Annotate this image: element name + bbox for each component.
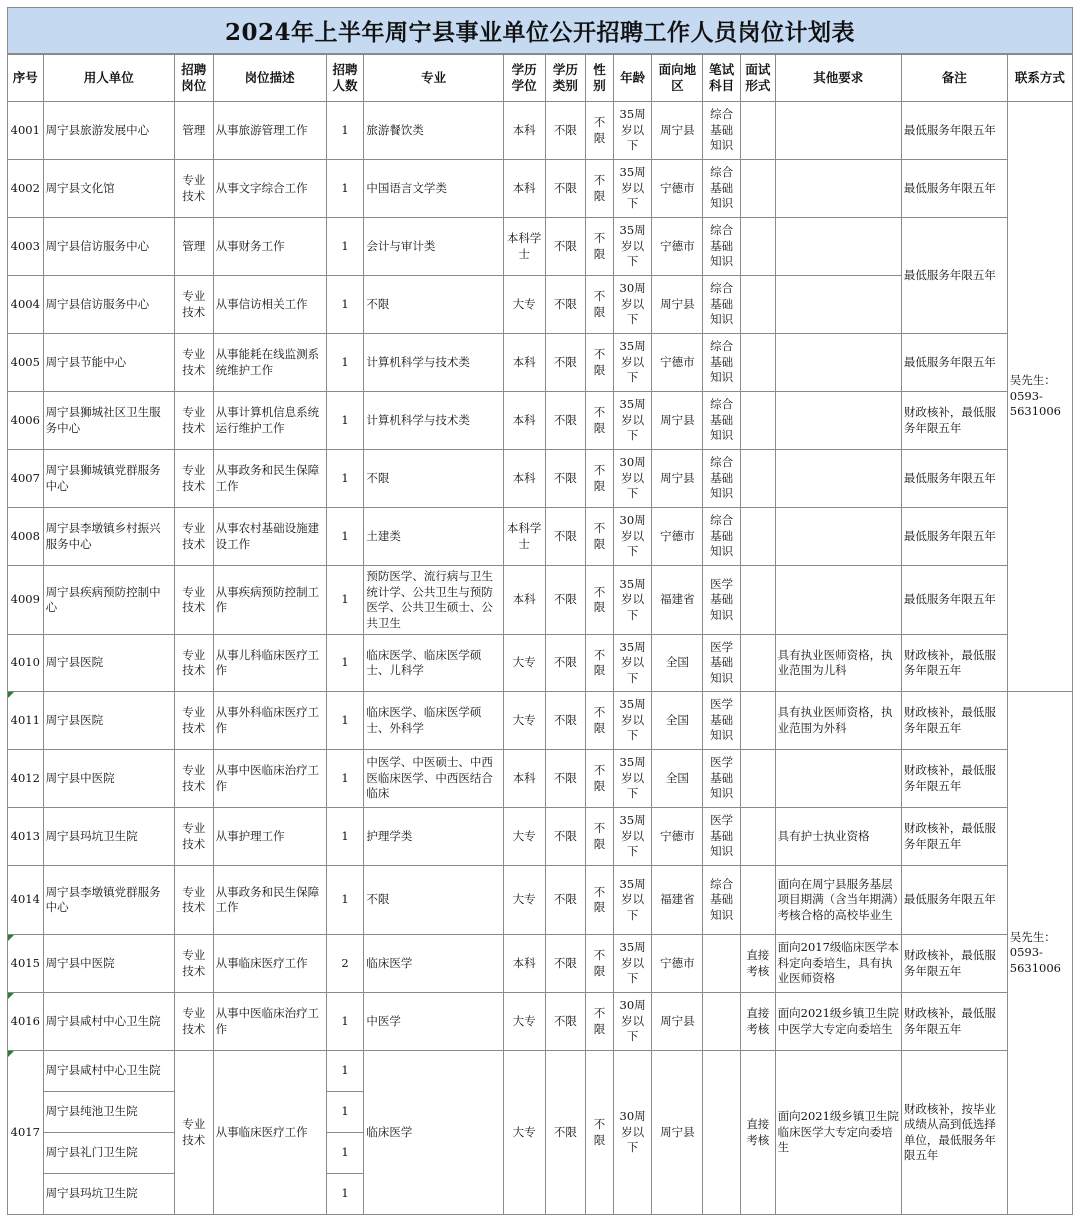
cell-edu-type: 不限 bbox=[545, 808, 586, 866]
cell-note: 财政核补，最低服务年限五年 bbox=[901, 635, 1007, 692]
cell-major: 计算机科学与技术类 bbox=[364, 334, 503, 392]
cell-note: 财政核补，最低服务年限五年 bbox=[901, 808, 1007, 866]
cell-post-type: 专业技术 bbox=[174, 160, 213, 218]
cell-post-type: 专业技术 bbox=[174, 866, 213, 935]
cell-count: 1 bbox=[326, 276, 364, 334]
cell-age: 35周岁以下 bbox=[613, 566, 652, 635]
cell-post-type: 专业技术 bbox=[174, 935, 213, 993]
cell-major: 会计与审计类 bbox=[364, 218, 503, 276]
cell-post-type: 专业技术 bbox=[174, 1051, 213, 1215]
cell-age: 35周岁以下 bbox=[613, 334, 652, 392]
cell-age: 30周岁以下 bbox=[613, 508, 652, 566]
cell-employer: 周宁县节能中心 bbox=[43, 334, 174, 392]
cell-interview bbox=[741, 750, 776, 808]
cell-area: 全国 bbox=[652, 692, 703, 750]
cell-desc: 从事外科临床医疗工作 bbox=[213, 692, 326, 750]
cell-degree: 大专 bbox=[503, 1051, 545, 1215]
cell-count: 1 bbox=[326, 808, 364, 866]
cell-major: 不限 bbox=[364, 276, 503, 334]
cell-seq: 4003 bbox=[8, 218, 44, 276]
contact-cell-bottom: 吴先生：0593-5631006 bbox=[1007, 692, 1072, 1215]
cell-seq: 4008 bbox=[8, 508, 44, 566]
table-row bbox=[8, 750, 1073, 808]
cell-edu-type: 不限 bbox=[545, 1051, 586, 1215]
cell-employer: 周宁县咸村中心卫生院 bbox=[43, 1051, 174, 1092]
cell-count: 1 bbox=[326, 450, 364, 508]
cell-other bbox=[775, 102, 901, 160]
cell-count: 1 bbox=[326, 102, 364, 160]
cell-post-type: 专业技术 bbox=[174, 276, 213, 334]
cell-gender: 不限 bbox=[586, 450, 613, 508]
table-row bbox=[8, 1051, 1073, 1092]
recruitment-sheet bbox=[7, 7, 1073, 1215]
cell-count: 1 bbox=[326, 1133, 364, 1174]
cell-gender: 不限 bbox=[586, 750, 613, 808]
table-row bbox=[8, 160, 1073, 218]
cell-interview: 直接考核 bbox=[741, 935, 776, 993]
cell-seq: 4001 bbox=[8, 102, 44, 160]
cell-post-type: 专业技术 bbox=[174, 993, 213, 1051]
header-edu-type: 学历类别 bbox=[545, 55, 586, 102]
cell-post-type: 管理 bbox=[174, 218, 213, 276]
cell-desc: 从事临床医疗工作 bbox=[213, 935, 326, 993]
cell-post-type: 专业技术 bbox=[174, 692, 213, 750]
cell-age: 35周岁以下 bbox=[613, 935, 652, 993]
header-age: 年龄 bbox=[613, 55, 652, 102]
cell-other bbox=[775, 276, 901, 334]
header-employer: 用人单位 bbox=[43, 55, 174, 102]
cell-edu-type: 不限 bbox=[545, 692, 586, 750]
header-post-type: 招聘岗位 bbox=[174, 55, 213, 102]
cell-other bbox=[775, 750, 901, 808]
cell-edu-type: 不限 bbox=[545, 566, 586, 635]
cell-degree: 大专 bbox=[503, 635, 545, 692]
cell-major: 预防医学、流行病与卫生统计学、公共卫生与预防医学、公共卫生硕士、公共卫生 bbox=[364, 566, 503, 635]
cell-written: 综合基础知识 bbox=[703, 450, 741, 508]
cell-written: 综合基础知识 bbox=[703, 334, 741, 392]
cell-area: 周宁县 bbox=[652, 993, 703, 1051]
cell-other bbox=[775, 508, 901, 566]
cell-edu-type: 不限 bbox=[545, 508, 586, 566]
cell-employer: 周宁县中医院 bbox=[43, 750, 174, 808]
cell-desc: 从事政务和民生保障工作 bbox=[213, 450, 326, 508]
cell-employer: 周宁县文化馆 bbox=[43, 160, 174, 218]
cell-gender: 不限 bbox=[586, 160, 613, 218]
cell-count: 1 bbox=[326, 635, 364, 692]
cell-area: 周宁县 bbox=[652, 102, 703, 160]
cell-area: 全国 bbox=[652, 750, 703, 808]
cell-seq: 4016 bbox=[8, 993, 44, 1051]
cell-desc: 从事计算机信息系统运行维护工作 bbox=[213, 392, 326, 450]
cell-age: 35周岁以下 bbox=[613, 808, 652, 866]
cell-employer: 周宁县玛坑卫生院 bbox=[43, 1174, 174, 1215]
cell-interview bbox=[741, 866, 776, 935]
cell-employer: 周宁县纯池卫生院 bbox=[43, 1092, 174, 1133]
cell-major: 不限 bbox=[364, 866, 503, 935]
cell-gender: 不限 bbox=[586, 276, 613, 334]
cell-degree: 本科 bbox=[503, 935, 545, 993]
cell-written: 综合基础知识 bbox=[703, 276, 741, 334]
cell-count: 1 bbox=[326, 993, 364, 1051]
cell-employer: 周宁县疾病预防控制中心 bbox=[43, 566, 174, 635]
header-contact: 联系方式 bbox=[1007, 55, 1072, 102]
cell-age: 35周岁以下 bbox=[613, 160, 652, 218]
cell-seq: 4004 bbox=[8, 276, 44, 334]
cell-major: 土建类 bbox=[364, 508, 503, 566]
cell-count: 1 bbox=[326, 508, 364, 566]
cell-area: 周宁县 bbox=[652, 276, 703, 334]
cell-employer: 周宁县信访服务中心 bbox=[43, 218, 174, 276]
cell-gender: 不限 bbox=[586, 218, 613, 276]
cell-degree: 本科 bbox=[503, 450, 545, 508]
cell-interview bbox=[741, 102, 776, 160]
cell-major: 临床医学 bbox=[364, 935, 503, 993]
cell-post-type: 管理 bbox=[174, 102, 213, 160]
cell-interview bbox=[741, 276, 776, 334]
cell-degree: 大专 bbox=[503, 866, 545, 935]
cell-interview bbox=[741, 160, 776, 218]
cell-desc: 从事护理工作 bbox=[213, 808, 326, 866]
cell-interview bbox=[741, 692, 776, 750]
cell-age: 35周岁以下 bbox=[613, 866, 652, 935]
cell-area: 宁德市 bbox=[652, 218, 703, 276]
cell-note: 最低服务年限五年 bbox=[901, 218, 1007, 334]
cell-gender: 不限 bbox=[586, 692, 613, 750]
cell-seq: 4014 bbox=[8, 866, 44, 935]
cell-seq: 4010 bbox=[8, 635, 44, 692]
cell-employer: 周宁县玛坑卫生院 bbox=[43, 808, 174, 866]
cell-seq: 4017 bbox=[8, 1051, 44, 1215]
cell-written: 医学基础知识 bbox=[703, 750, 741, 808]
cell-gender: 不限 bbox=[586, 935, 613, 993]
cell-employer: 周宁县信访服务中心 bbox=[43, 276, 174, 334]
table-row bbox=[8, 866, 1073, 935]
cell-gender: 不限 bbox=[586, 635, 613, 692]
cell-interview bbox=[741, 635, 776, 692]
cell-desc: 从事农村基础设施建设工作 bbox=[213, 508, 326, 566]
cell-major: 不限 bbox=[364, 450, 503, 508]
cell-note: 最低服务年限五年 bbox=[901, 508, 1007, 566]
cell-employer: 周宁县狮城社区卫生服务中心 bbox=[43, 392, 174, 450]
cell-other: 面向2021级乡镇卫生院中医学大专定向委培生 bbox=[775, 993, 901, 1051]
cell-degree: 本科 bbox=[503, 160, 545, 218]
cell-interview bbox=[741, 808, 776, 866]
table-row bbox=[8, 392, 1073, 450]
cell-desc: 从事信访相关工作 bbox=[213, 276, 326, 334]
cell-gender: 不限 bbox=[586, 392, 613, 450]
cell-degree: 大专 bbox=[503, 276, 545, 334]
cell-interview bbox=[741, 218, 776, 276]
cell-note: 财政核补，最低服务年限五年 bbox=[901, 750, 1007, 808]
table-row bbox=[8, 450, 1073, 508]
cell-other: 面向2017级临床医学本科定向委培生，具有执业医师资格 bbox=[775, 935, 901, 993]
sheet-title: 2024年上半年周宁县事业单位公开招聘工作人员岗位计划表 bbox=[7, 7, 1073, 54]
cell-gender: 不限 bbox=[586, 566, 613, 635]
cell-note: 财政核补，最低服务年限五年 bbox=[901, 392, 1007, 450]
table-row bbox=[8, 993, 1073, 1051]
header-note: 备注 bbox=[901, 55, 1007, 102]
cell-post-type: 专业技术 bbox=[174, 635, 213, 692]
cell-seq: 4007 bbox=[8, 450, 44, 508]
cell-employer: 周宁县礼门卫生院 bbox=[43, 1133, 174, 1174]
cell-other bbox=[775, 218, 901, 276]
cell-written: 医学基础知识 bbox=[703, 566, 741, 635]
cell-age: 30周岁以下 bbox=[613, 1051, 652, 1215]
cell-edu-type: 不限 bbox=[545, 102, 586, 160]
cell-note: 最低服务年限五年 bbox=[901, 566, 1007, 635]
table-row bbox=[8, 508, 1073, 566]
cell-post-type: 专业技术 bbox=[174, 566, 213, 635]
cell-other: 面向在周宁县服务基层项目期满（含当年期满）考核合格的高校毕业生 bbox=[775, 866, 901, 935]
cell-count: 1 bbox=[326, 566, 364, 635]
header-desc: 岗位描述 bbox=[213, 55, 326, 102]
cell-major: 中国语言文学类 bbox=[364, 160, 503, 218]
cell-desc: 从事临床医疗工作 bbox=[213, 1051, 326, 1215]
cell-interview bbox=[741, 450, 776, 508]
cell-count: 1 bbox=[326, 866, 364, 935]
cell-seq: 4005 bbox=[8, 334, 44, 392]
cell-written bbox=[703, 935, 741, 993]
cell-post-type: 专业技术 bbox=[174, 334, 213, 392]
cell-major: 中医学、中医硕士、中西医临床医学、中西医结合临床 bbox=[364, 750, 503, 808]
cell-degree: 本科 bbox=[503, 334, 545, 392]
cell-note: 最低服务年限五年 bbox=[901, 102, 1007, 160]
cell-written: 综合基础知识 bbox=[703, 218, 741, 276]
cell-count: 1 bbox=[326, 392, 364, 450]
cell-area: 宁德市 bbox=[652, 935, 703, 993]
table-row bbox=[8, 102, 1073, 160]
cell-edu-type: 不限 bbox=[545, 935, 586, 993]
header-written: 笔试科目 bbox=[703, 55, 741, 102]
header-gender: 性别 bbox=[586, 55, 613, 102]
cell-interview: 直接考核 bbox=[741, 1051, 776, 1215]
cell-other bbox=[775, 392, 901, 450]
cell-note: 财政核补，最低服务年限五年 bbox=[901, 993, 1007, 1051]
cell-note: 最低服务年限五年 bbox=[901, 450, 1007, 508]
cell-post-type: 专业技术 bbox=[174, 450, 213, 508]
header-area: 面向地区 bbox=[652, 55, 703, 102]
cell-desc: 从事政务和民生保障工作 bbox=[213, 866, 326, 935]
cell-gender: 不限 bbox=[586, 334, 613, 392]
cell-note: 最低服务年限五年 bbox=[901, 866, 1007, 935]
cell-area: 周宁县 bbox=[652, 1051, 703, 1215]
cell-interview: 直接考核 bbox=[741, 993, 776, 1051]
table-row bbox=[8, 218, 1073, 276]
table-body bbox=[8, 102, 1073, 1215]
cell-area: 宁德市 bbox=[652, 508, 703, 566]
cell-written: 医学基础知识 bbox=[703, 692, 741, 750]
cell-note: 财政核补，最低服务年限五年 bbox=[901, 692, 1007, 750]
cell-note: 最低服务年限五年 bbox=[901, 334, 1007, 392]
recruitment-table bbox=[7, 54, 1073, 1215]
cell-major: 护理学类 bbox=[364, 808, 503, 866]
header-row bbox=[8, 55, 1073, 102]
table-row bbox=[8, 692, 1073, 750]
cell-seq: 4009 bbox=[8, 566, 44, 635]
cell-post-type: 专业技术 bbox=[174, 808, 213, 866]
cell-count: 2 bbox=[326, 935, 364, 993]
cell-note: 财政核补，最低服务年限五年 bbox=[901, 935, 1007, 993]
cell-other: 具有执业医师资格，执业范围为外科 bbox=[775, 692, 901, 750]
cell-age: 30周岁以下 bbox=[613, 993, 652, 1051]
cell-count: 1 bbox=[326, 1051, 364, 1092]
cell-interview bbox=[741, 334, 776, 392]
cell-degree: 大专 bbox=[503, 993, 545, 1051]
cell-age: 35周岁以下 bbox=[613, 750, 652, 808]
cell-note: 最低服务年限五年 bbox=[901, 160, 1007, 218]
table-row bbox=[8, 334, 1073, 392]
cell-other bbox=[775, 566, 901, 635]
cell-employer: 周宁县中医院 bbox=[43, 935, 174, 993]
cell-seq: 4011 bbox=[8, 692, 44, 750]
cell-post-type: 专业技术 bbox=[174, 392, 213, 450]
cell-desc: 从事中医临床治疗工作 bbox=[213, 750, 326, 808]
cell-written: 医学基础知识 bbox=[703, 808, 741, 866]
cell-degree: 本科学士 bbox=[503, 508, 545, 566]
cell-gender: 不限 bbox=[586, 508, 613, 566]
cell-major: 临床医学、临床医学硕士、儿科学 bbox=[364, 635, 503, 692]
cell-seq: 4006 bbox=[8, 392, 44, 450]
cell-seq: 4015 bbox=[8, 935, 44, 993]
cell-gender: 不限 bbox=[586, 993, 613, 1051]
cell-age: 35周岁以下 bbox=[613, 692, 652, 750]
cell-post-type: 专业技术 bbox=[174, 508, 213, 566]
header-other: 其他要求 bbox=[775, 55, 901, 102]
cell-edu-type: 不限 bbox=[545, 635, 586, 692]
header-count: 招聘人数 bbox=[326, 55, 364, 102]
cell-degree: 大专 bbox=[503, 692, 545, 750]
cell-written: 医学基础知识 bbox=[703, 635, 741, 692]
cell-employer: 周宁县医院 bbox=[43, 692, 174, 750]
cell-desc: 从事疾病预防控制工作 bbox=[213, 566, 326, 635]
cell-other: 具有护士执业资格 bbox=[775, 808, 901, 866]
cell-interview bbox=[741, 566, 776, 635]
cell-employer: 周宁县医院 bbox=[43, 635, 174, 692]
cell-degree: 本科 bbox=[503, 392, 545, 450]
cell-major: 旅游餐饮类 bbox=[364, 102, 503, 160]
cell-other: 面向2021级乡镇卫生院临床医学大专定向委培生 bbox=[775, 1051, 901, 1215]
cell-age: 30周岁以下 bbox=[613, 276, 652, 334]
cell-degree: 本科 bbox=[503, 102, 545, 160]
cell-employer: 周宁县李墩镇党群服务中心 bbox=[43, 866, 174, 935]
cell-employer: 周宁县旅游发展中心 bbox=[43, 102, 174, 160]
cell-age: 30周岁以下 bbox=[613, 450, 652, 508]
cell-age: 35周岁以下 bbox=[613, 218, 652, 276]
cell-degree: 本科 bbox=[503, 566, 545, 635]
cell-written bbox=[703, 1051, 741, 1215]
cell-area: 宁德市 bbox=[652, 808, 703, 866]
cell-area: 周宁县 bbox=[652, 450, 703, 508]
cell-other bbox=[775, 160, 901, 218]
cell-count: 1 bbox=[326, 334, 364, 392]
cell-degree: 本科 bbox=[503, 750, 545, 808]
cell-major: 中医学 bbox=[364, 993, 503, 1051]
cell-gender: 不限 bbox=[586, 1051, 613, 1215]
cell-count: 1 bbox=[326, 160, 364, 218]
cell-seq: 4012 bbox=[8, 750, 44, 808]
cell-count: 1 bbox=[326, 1174, 364, 1215]
cell-count: 1 bbox=[326, 1092, 364, 1133]
cell-gender: 不限 bbox=[586, 808, 613, 866]
header-major: 专业 bbox=[364, 55, 503, 102]
cell-major: 临床医学、临床医学硕士、外科学 bbox=[364, 692, 503, 750]
cell-count: 1 bbox=[326, 750, 364, 808]
cell-employer: 周宁县咸村中心卫生院 bbox=[43, 993, 174, 1051]
cell-post-type: 专业技术 bbox=[174, 750, 213, 808]
cell-area: 福建省 bbox=[652, 566, 703, 635]
cell-written bbox=[703, 993, 741, 1051]
cell-written: 综合基础知识 bbox=[703, 392, 741, 450]
cell-written: 综合基础知识 bbox=[703, 866, 741, 935]
cell-desc: 从事儿科临床医疗工作 bbox=[213, 635, 326, 692]
cell-edu-type: 不限 bbox=[545, 276, 586, 334]
cell-seq: 4002 bbox=[8, 160, 44, 218]
cell-other bbox=[775, 450, 901, 508]
cell-edu-type: 不限 bbox=[545, 334, 586, 392]
table-row bbox=[8, 635, 1073, 692]
cell-major: 临床医学 bbox=[364, 1051, 503, 1215]
cell-area: 福建省 bbox=[652, 866, 703, 935]
cell-gender: 不限 bbox=[586, 866, 613, 935]
cell-area: 宁德市 bbox=[652, 160, 703, 218]
cell-seq: 4013 bbox=[8, 808, 44, 866]
cell-degree: 本科学士 bbox=[503, 218, 545, 276]
cell-other bbox=[775, 334, 901, 392]
table-row bbox=[8, 935, 1073, 993]
cell-area: 全国 bbox=[652, 635, 703, 692]
cell-edu-type: 不限 bbox=[545, 750, 586, 808]
cell-edu-type: 不限 bbox=[545, 993, 586, 1051]
cell-employer: 周宁县狮城镇党群服务中心 bbox=[43, 450, 174, 508]
cell-degree: 大专 bbox=[503, 808, 545, 866]
cell-age: 35周岁以下 bbox=[613, 392, 652, 450]
cell-desc: 从事财务工作 bbox=[213, 218, 326, 276]
table-row bbox=[8, 566, 1073, 635]
cell-edu-type: 不限 bbox=[545, 392, 586, 450]
cell-employer: 周宁县李墩镇乡村振兴服务中心 bbox=[43, 508, 174, 566]
cell-desc: 从事旅游管理工作 bbox=[213, 102, 326, 160]
cell-age: 35周岁以下 bbox=[613, 102, 652, 160]
header-interview: 面试形式 bbox=[741, 55, 776, 102]
cell-desc: 从事文字综合工作 bbox=[213, 160, 326, 218]
cell-edu-type: 不限 bbox=[545, 866, 586, 935]
cell-area: 宁德市 bbox=[652, 334, 703, 392]
cell-other: 具有执业医师资格，执业范围为儿科 bbox=[775, 635, 901, 692]
cell-edu-type: 不限 bbox=[545, 160, 586, 218]
cell-interview bbox=[741, 508, 776, 566]
cell-interview bbox=[741, 392, 776, 450]
cell-desc: 从事能耗在线监测系统维护工作 bbox=[213, 334, 326, 392]
cell-written: 综合基础知识 bbox=[703, 102, 741, 160]
header-seq: 序号 bbox=[8, 55, 44, 102]
cell-major: 计算机科学与技术类 bbox=[364, 392, 503, 450]
cell-desc: 从事中医临床治疗工作 bbox=[213, 993, 326, 1051]
cell-count: 1 bbox=[326, 218, 364, 276]
cell-edu-type: 不限 bbox=[545, 218, 586, 276]
cell-note: 财政核补，按毕业成绩从高到低选择单位，最低服务年限五年 bbox=[901, 1051, 1007, 1215]
cell-written: 综合基础知识 bbox=[703, 508, 741, 566]
cell-count: 1 bbox=[326, 692, 364, 750]
cell-area: 周宁县 bbox=[652, 392, 703, 450]
cell-edu-type: 不限 bbox=[545, 450, 586, 508]
table-row bbox=[8, 808, 1073, 866]
cell-age: 35周岁以下 bbox=[613, 635, 652, 692]
header-degree: 学历学位 bbox=[503, 55, 545, 102]
cell-gender: 不限 bbox=[586, 102, 613, 160]
contact-cell-top: 吴先生：0593-5631006 bbox=[1007, 102, 1072, 692]
cell-written: 综合基础知识 bbox=[703, 160, 741, 218]
